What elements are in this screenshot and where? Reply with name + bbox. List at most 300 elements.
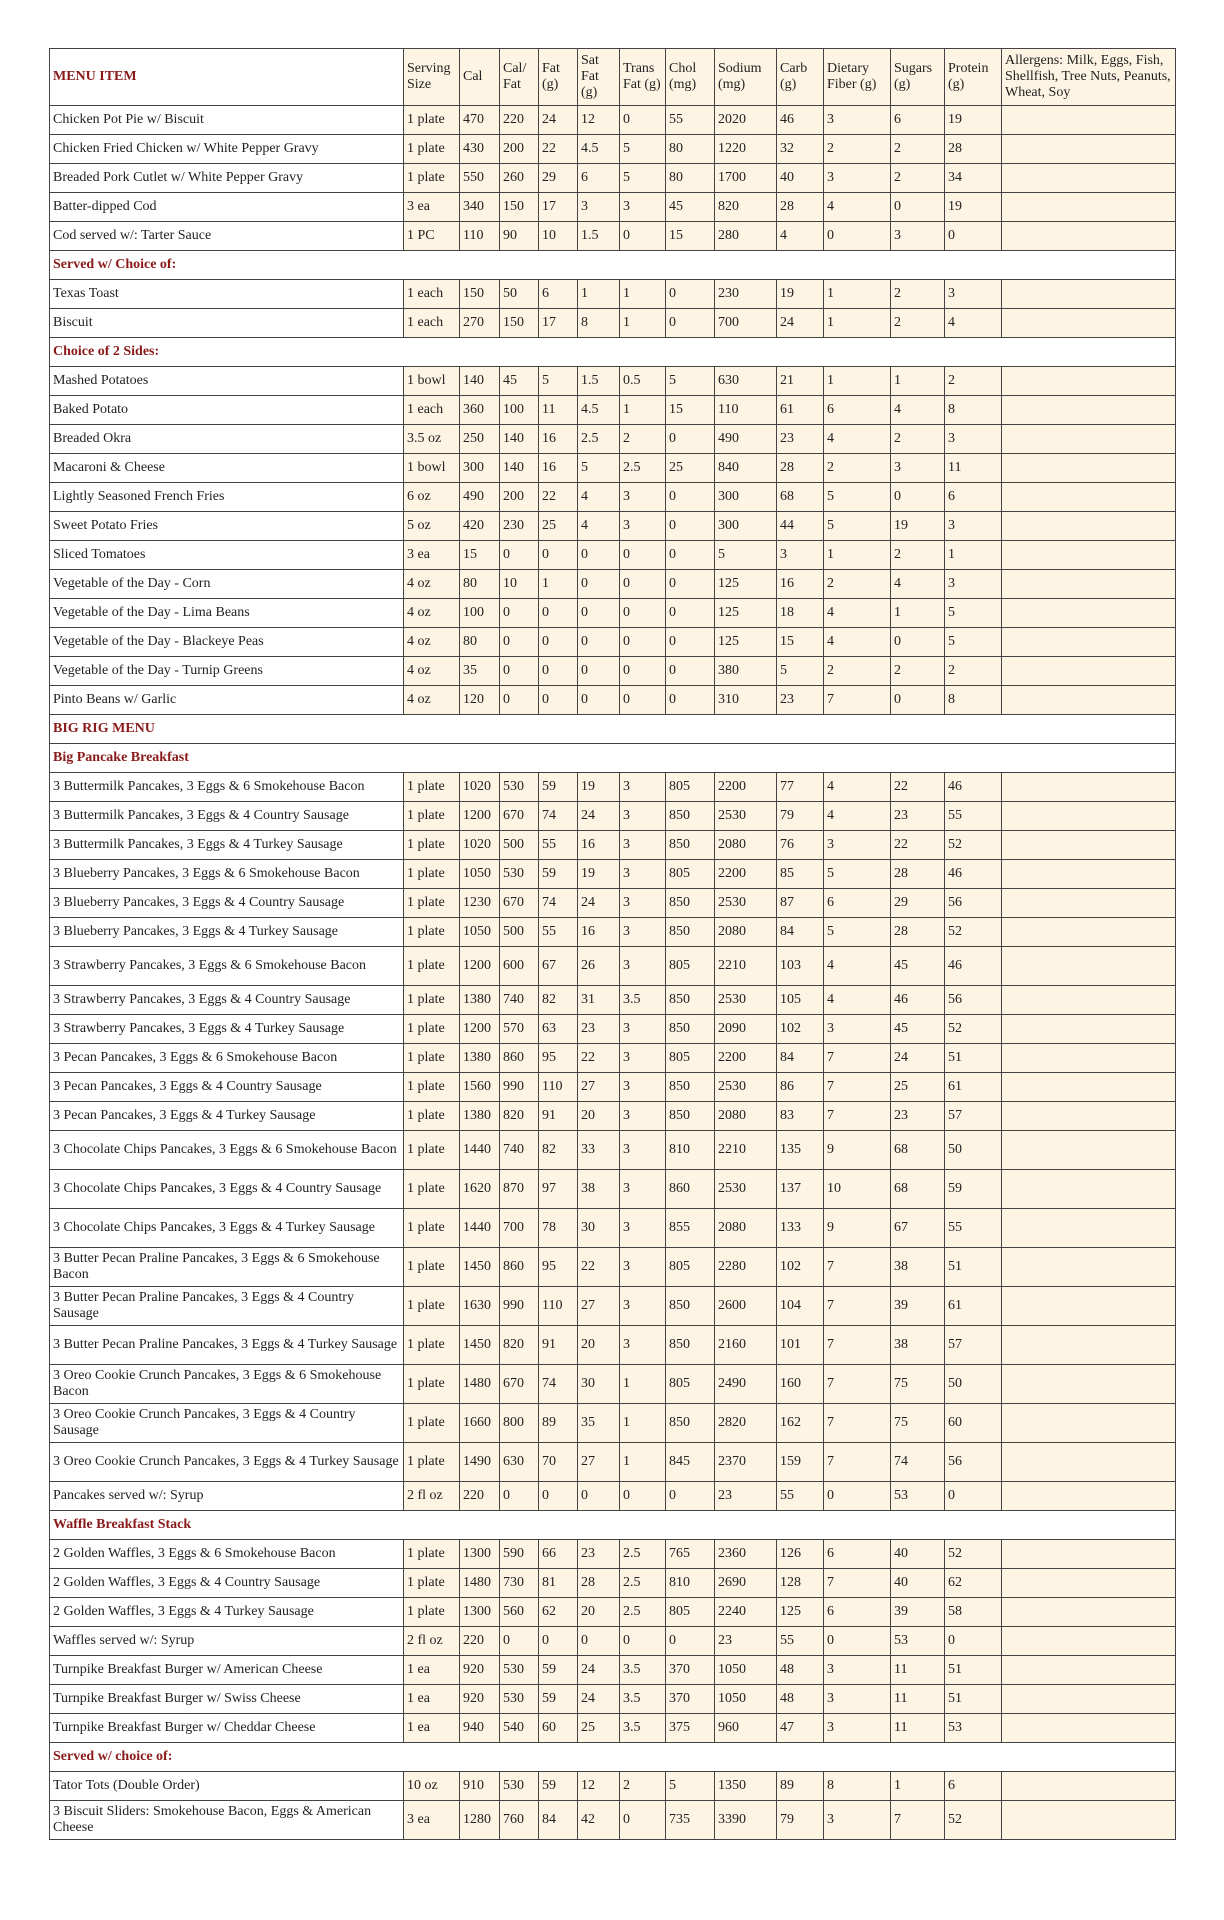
cholesterol-cell: 370 [666,1685,715,1714]
sodium-cell: 2690 [715,1569,777,1598]
table-row [50,1540,1176,1569]
protein-cell: 3 [945,570,1002,599]
dietary-fiber-cell: 3 [824,164,891,193]
cholesterol-cell: 0 [666,686,715,715]
carbohydrates-cell: 102 [777,1248,824,1287]
calories-cell: 420 [460,512,500,541]
allergens-cell [1002,860,1176,889]
fat-cell: 67 [539,947,578,986]
carbohydrates-cell: 87 [777,889,824,918]
protein-cell: 46 [945,947,1002,986]
sugars-cell: 22 [891,773,945,802]
calories-from-fat-cell: 50 [500,280,539,309]
trans-fat-cell: 2.5 [620,1540,666,1569]
menu-item-name: Biscuit [50,309,404,338]
calories-cell: 220 [460,1627,500,1656]
serving-size-cell: 1 plate [404,1326,460,1365]
menu-item-name: 3 Buttermilk Pancakes, 3 Eggs & 4 Country Sausage [50,802,404,831]
calories-from-fat-cell: 570 [500,1015,539,1044]
calories-from-fat-cell: 800 [500,1404,539,1443]
calories-cell: 1050 [460,860,500,889]
sugars-cell: 29 [891,889,945,918]
allergens-cell [1002,1685,1176,1714]
carbohydrates-cell: 47 [777,1714,824,1743]
table-row [50,1015,1176,1044]
cholesterol-cell: 810 [666,1131,715,1170]
calories-cell: 35 [460,657,500,686]
calories-from-fat-cell: 730 [500,1569,539,1598]
carbohydrates-cell: 55 [777,1627,824,1656]
carbohydrates-cell: 86 [777,1073,824,1102]
carbohydrates-cell: 79 [777,802,824,831]
calories-cell: 1300 [460,1598,500,1627]
sodium-cell: 1220 [715,135,777,164]
calories-cell: 1450 [460,1248,500,1287]
carbohydrates-cell: 101 [777,1326,824,1365]
table-row [50,1365,1176,1404]
sugars-cell: 2 [891,135,945,164]
fat-cell: 0 [539,1627,578,1656]
calories-from-fat-cell: 530 [500,1772,539,1801]
table-body [50,106,1176,1840]
serving-size-cell: 1 plate [404,1102,460,1131]
carbohydrates-cell: 68 [777,483,824,512]
trans-fat-cell: 3 [620,947,666,986]
cholesterol-cell: 855 [666,1209,715,1248]
menu-item-name: 3 Pecan Pancakes, 3 Eggs & 4 Turkey Sausage [50,1102,404,1131]
serving-size-cell: 3 ea [404,193,460,222]
serving-size-cell: 1 plate [404,1287,460,1326]
trans-fat-cell: 2 [620,1772,666,1801]
calories-from-fat-cell: 990 [500,1073,539,1102]
section-title: Choice of 2 Sides: [50,338,1176,367]
serving-size-cell: 1 bowl [404,367,460,396]
saturated-fat-cell: 19 [578,773,620,802]
allergens-cell [1002,425,1176,454]
protein-cell: 60 [945,1404,1002,1443]
allergens-cell [1002,309,1176,338]
menu-item-name: 3 Blueberry Pancakes, 3 Eggs & 4 Country Sausage [50,889,404,918]
fat-cell: 59 [539,1685,578,1714]
cholesterol-cell: 850 [666,918,715,947]
protein-cell: 0 [945,222,1002,251]
header-trans-fat: Trans Fat (g) [620,49,666,106]
section-header-row [50,715,1176,744]
saturated-fat-cell: 12 [578,106,620,135]
calories-from-fat-cell: 0 [500,1627,539,1656]
calories-from-fat-cell: 860 [500,1248,539,1287]
dietary-fiber-cell: 1 [824,280,891,309]
saturated-fat-cell: 31 [578,986,620,1015]
sodium-cell: 2080 [715,831,777,860]
cholesterol-cell: 5 [666,367,715,396]
protein-cell: 58 [945,1598,1002,1627]
saturated-fat-cell: 24 [578,889,620,918]
menu-item-name: Pinto Beans w/ Garlic [50,686,404,715]
table-row [50,947,1176,986]
fat-cell: 17 [539,193,578,222]
sodium-cell: 2020 [715,106,777,135]
carbohydrates-cell: 162 [777,1404,824,1443]
table-row [50,773,1176,802]
calories-cell: 470 [460,106,500,135]
fat-cell: 0 [539,657,578,686]
carbohydrates-cell: 125 [777,1598,824,1627]
sodium-cell: 2240 [715,1598,777,1627]
calories-cell: 1230 [460,889,500,918]
cholesterol-cell: 5 [666,1772,715,1801]
header-row [50,49,1176,106]
fat-cell: 5 [539,367,578,396]
fat-cell: 59 [539,1656,578,1685]
sugars-cell: 68 [891,1170,945,1209]
dietary-fiber-cell: 7 [824,1287,891,1326]
saturated-fat-cell: 1.5 [578,222,620,251]
menu-item-name: Breaded Okra [50,425,404,454]
table-row [50,135,1176,164]
table-row [50,686,1176,715]
table-row [50,986,1176,1015]
cholesterol-cell: 370 [666,1656,715,1685]
calories-from-fat-cell: 630 [500,1443,539,1482]
allergens-cell [1002,1540,1176,1569]
trans-fat-cell: 1 [620,396,666,425]
cholesterol-cell: 0 [666,1482,715,1511]
header-sugars: Sugars (g) [891,49,945,106]
calories-from-fat-cell: 530 [500,773,539,802]
sodium-cell: 2530 [715,986,777,1015]
carbohydrates-cell: 89 [777,1772,824,1801]
cholesterol-cell: 55 [666,106,715,135]
allergens-cell [1002,1326,1176,1365]
saturated-fat-cell: 33 [578,1131,620,1170]
sodium-cell: 300 [715,483,777,512]
calories-from-fat-cell: 150 [500,309,539,338]
serving-size-cell: 1 plate [404,1131,460,1170]
allergens-cell [1002,773,1176,802]
menu-item-name: Baked Potato [50,396,404,425]
nutrition-table [49,48,1176,1840]
sodium-cell: 2080 [715,918,777,947]
calories-from-fat-cell: 0 [500,1482,539,1511]
dietary-fiber-cell: 6 [824,396,891,425]
sugars-cell: 45 [891,947,945,986]
trans-fat-cell: 2.5 [620,1569,666,1598]
cholesterol-cell: 850 [666,802,715,831]
saturated-fat-cell: 3 [578,193,620,222]
menu-item-name: Breaded Pork Cutlet w/ White Pepper Gravy [50,164,404,193]
serving-size-cell: 2 fl oz [404,1627,460,1656]
carbohydrates-cell: 19 [777,280,824,309]
protein-cell: 57 [945,1102,1002,1131]
sugars-cell: 7 [891,1801,945,1840]
calories-cell: 80 [460,570,500,599]
trans-fat-cell: 3 [620,1044,666,1073]
sugars-cell: 1 [891,599,945,628]
menu-item-name: Vegetable of the Day - Lima Beans [50,599,404,628]
dietary-fiber-cell: 9 [824,1131,891,1170]
saturated-fat-cell: 0 [578,686,620,715]
saturated-fat-cell: 26 [578,947,620,986]
menu-item-name: Waffles served w/: Syrup [50,1627,404,1656]
fat-cell: 74 [539,889,578,918]
saturated-fat-cell: 24 [578,802,620,831]
table-row [50,396,1176,425]
saturated-fat-cell: 24 [578,1685,620,1714]
table-row [50,1248,1176,1287]
sugars-cell: 38 [891,1248,945,1287]
calories-from-fat-cell: 540 [500,1714,539,1743]
sodium-cell: 820 [715,193,777,222]
saturated-fat-cell: 6 [578,164,620,193]
fat-cell: 10 [539,222,578,251]
carbohydrates-cell: 76 [777,831,824,860]
menu-item-name: Batter-dipped Cod [50,193,404,222]
calories-from-fat-cell: 500 [500,831,539,860]
carbohydrates-cell: 16 [777,570,824,599]
calories-from-fat-cell: 590 [500,1540,539,1569]
trans-fat-cell: 3 [620,860,666,889]
dietary-fiber-cell: 7 [824,1073,891,1102]
protein-cell: 56 [945,986,1002,1015]
trans-fat-cell: 3 [620,1248,666,1287]
calories-cell: 1560 [460,1073,500,1102]
sodium-cell: 280 [715,222,777,251]
saturated-fat-cell: 0 [578,599,620,628]
carbohydrates-cell: 105 [777,986,824,1015]
saturated-fat-cell: 19 [578,860,620,889]
carbohydrates-cell: 103 [777,947,824,986]
cholesterol-cell: 0 [666,599,715,628]
trans-fat-cell: 0 [620,222,666,251]
serving-size-cell: 1 plate [404,1404,460,1443]
cholesterol-cell: 850 [666,889,715,918]
allergens-cell [1002,483,1176,512]
allergens-cell [1002,280,1176,309]
sodium-cell: 1350 [715,1772,777,1801]
calories-from-fat-cell: 530 [500,1685,539,1714]
header-dietary-fiber: Dietary Fiber (g) [824,49,891,106]
calories-from-fat-cell: 0 [500,541,539,570]
calories-from-fat-cell: 140 [500,425,539,454]
fat-cell: 95 [539,1044,578,1073]
calories-from-fat-cell: 10 [500,570,539,599]
dietary-fiber-cell: 2 [824,454,891,483]
calories-cell: 430 [460,135,500,164]
cholesterol-cell: 850 [666,831,715,860]
menu-item-name: 3 Strawberry Pancakes, 3 Eggs & 4 Country Sausage [50,986,404,1015]
dietary-fiber-cell: 7 [824,1248,891,1287]
sugars-cell: 2 [891,164,945,193]
serving-size-cell: 6 oz [404,483,460,512]
carbohydrates-cell: 23 [777,425,824,454]
serving-size-cell: 1 plate [404,164,460,193]
sodium-cell: 23 [715,1627,777,1656]
sugars-cell: 75 [891,1365,945,1404]
dietary-fiber-cell: 1 [824,541,891,570]
table-row [50,1326,1176,1365]
cholesterol-cell: 0 [666,280,715,309]
trans-fat-cell: 3.5 [620,1685,666,1714]
sodium-cell: 2210 [715,947,777,986]
serving-size-cell: 1 plate [404,1170,460,1209]
sodium-cell: 110 [715,396,777,425]
protein-cell: 61 [945,1287,1002,1326]
allergens-cell [1002,396,1176,425]
sugars-cell: 2 [891,309,945,338]
calories-from-fat-cell: 740 [500,1131,539,1170]
calories-cell: 270 [460,309,500,338]
table-row [50,1044,1176,1073]
calories-from-fat-cell: 820 [500,1102,539,1131]
calories-cell: 1490 [460,1443,500,1482]
table-row [50,425,1176,454]
fat-cell: 11 [539,396,578,425]
menu-item-name: Pancakes served w/: Syrup [50,1482,404,1511]
dietary-fiber-cell: 7 [824,1326,891,1365]
saturated-fat-cell: 2.5 [578,425,620,454]
carbohydrates-cell: 83 [777,1102,824,1131]
cholesterol-cell: 0 [666,570,715,599]
calories-cell: 220 [460,1482,500,1511]
saturated-fat-cell: 22 [578,1248,620,1287]
sugars-cell: 28 [891,860,945,889]
dietary-fiber-cell: 7 [824,1404,891,1443]
calories-cell: 1380 [460,1102,500,1131]
trans-fat-cell: 0 [620,1482,666,1511]
dietary-fiber-cell: 1 [824,367,891,396]
fat-cell: 0 [539,1482,578,1511]
sugars-cell: 11 [891,1656,945,1685]
dietary-fiber-cell: 4 [824,599,891,628]
calories-cell: 920 [460,1656,500,1685]
fat-cell: 1 [539,570,578,599]
menu-item-name: 3 Pecan Pancakes, 3 Eggs & 4 Country Sausage [50,1073,404,1102]
protein-cell: 55 [945,802,1002,831]
saturated-fat-cell: 4.5 [578,396,620,425]
calories-from-fat-cell: 670 [500,1365,539,1404]
protein-cell: 46 [945,773,1002,802]
calories-cell: 1050 [460,918,500,947]
allergens-cell [1002,1714,1176,1743]
trans-fat-cell: 3 [620,802,666,831]
dietary-fiber-cell: 4 [824,986,891,1015]
section-header-row [50,1743,1176,1772]
fat-cell: 74 [539,802,578,831]
sodium-cell: 380 [715,657,777,686]
cholesterol-cell: 805 [666,1365,715,1404]
header-saturated-fat: Sat Fat (g) [578,49,620,106]
serving-size-cell: 10 oz [404,1772,460,1801]
serving-size-cell: 1 plate [404,1443,460,1482]
saturated-fat-cell: 20 [578,1598,620,1627]
carbohydrates-cell: 126 [777,1540,824,1569]
dietary-fiber-cell: 8 [824,1772,891,1801]
sugars-cell: 19 [891,512,945,541]
calories-cell: 1480 [460,1569,500,1598]
allergens-cell [1002,628,1176,657]
sodium-cell: 2080 [715,1102,777,1131]
cholesterol-cell: 850 [666,1326,715,1365]
protein-cell: 51 [945,1248,1002,1287]
saturated-fat-cell: 24 [578,1656,620,1685]
trans-fat-cell: 3 [620,773,666,802]
fat-cell: 62 [539,1598,578,1627]
trans-fat-cell: 3 [620,1015,666,1044]
fat-cell: 95 [539,1248,578,1287]
sugars-cell: 0 [891,686,945,715]
cholesterol-cell: 805 [666,947,715,986]
dietary-fiber-cell: 9 [824,1209,891,1248]
serving-size-cell: 4 oz [404,686,460,715]
trans-fat-cell: 3 [620,1102,666,1131]
trans-fat-cell: 3.5 [620,986,666,1015]
fat-cell: 0 [539,541,578,570]
sugars-cell: 39 [891,1287,945,1326]
allergens-cell [1002,918,1176,947]
sodium-cell: 5 [715,541,777,570]
sugars-cell: 4 [891,570,945,599]
carbohydrates-cell: 135 [777,1131,824,1170]
table-row [50,367,1176,396]
cholesterol-cell: 80 [666,164,715,193]
carbohydrates-cell: 44 [777,512,824,541]
menu-item-name: Vegetable of the Day - Turnip Greens [50,657,404,686]
saturated-fat-cell: 23 [578,1540,620,1569]
trans-fat-cell: 0 [620,106,666,135]
serving-size-cell: 1 plate [404,1248,460,1287]
dietary-fiber-cell: 0 [824,1482,891,1511]
saturated-fat-cell: 4 [578,483,620,512]
serving-size-cell: 1 plate [404,1598,460,1627]
protein-cell: 51 [945,1044,1002,1073]
menu-item-name: Chicken Pot Pie w/ Biscuit [50,106,404,135]
menu-item-name: Texas Toast [50,280,404,309]
fat-cell: 59 [539,860,578,889]
carbohydrates-cell: 46 [777,106,824,135]
dietary-fiber-cell: 2 [824,570,891,599]
calories-cell: 940 [460,1714,500,1743]
menu-item-name: 3 Buttermilk Pancakes, 3 Eggs & 4 Turkey Sausage [50,831,404,860]
calories-cell: 15 [460,541,500,570]
carbohydrates-cell: 85 [777,860,824,889]
fat-cell: 63 [539,1015,578,1044]
saturated-fat-cell: 0 [578,570,620,599]
fat-cell: 89 [539,1404,578,1443]
trans-fat-cell: 3 [620,831,666,860]
dietary-fiber-cell: 1 [824,309,891,338]
sugars-cell: 3 [891,222,945,251]
sugars-cell: 40 [891,1569,945,1598]
trans-fat-cell: 3 [620,1131,666,1170]
sodium-cell: 2600 [715,1287,777,1326]
protein-cell: 50 [945,1131,1002,1170]
protein-cell: 19 [945,106,1002,135]
allergens-cell [1002,599,1176,628]
menu-item-name: 3 Butter Pecan Praline Pancakes, 3 Eggs & 4 Turkey Sausage [50,1326,404,1365]
menu-item-name: Sweet Potato Fries [50,512,404,541]
sugars-cell: 2 [891,541,945,570]
header-protein: Protein (g) [945,49,1002,106]
serving-size-cell: 1 bowl [404,454,460,483]
allergens-cell [1002,1102,1176,1131]
section-title: Served w/ Choice of: [50,251,1176,280]
table-row [50,889,1176,918]
saturated-fat-cell: 20 [578,1326,620,1365]
allergens-cell [1002,106,1176,135]
carbohydrates-cell: 128 [777,1569,824,1598]
calories-from-fat-cell: 600 [500,947,539,986]
